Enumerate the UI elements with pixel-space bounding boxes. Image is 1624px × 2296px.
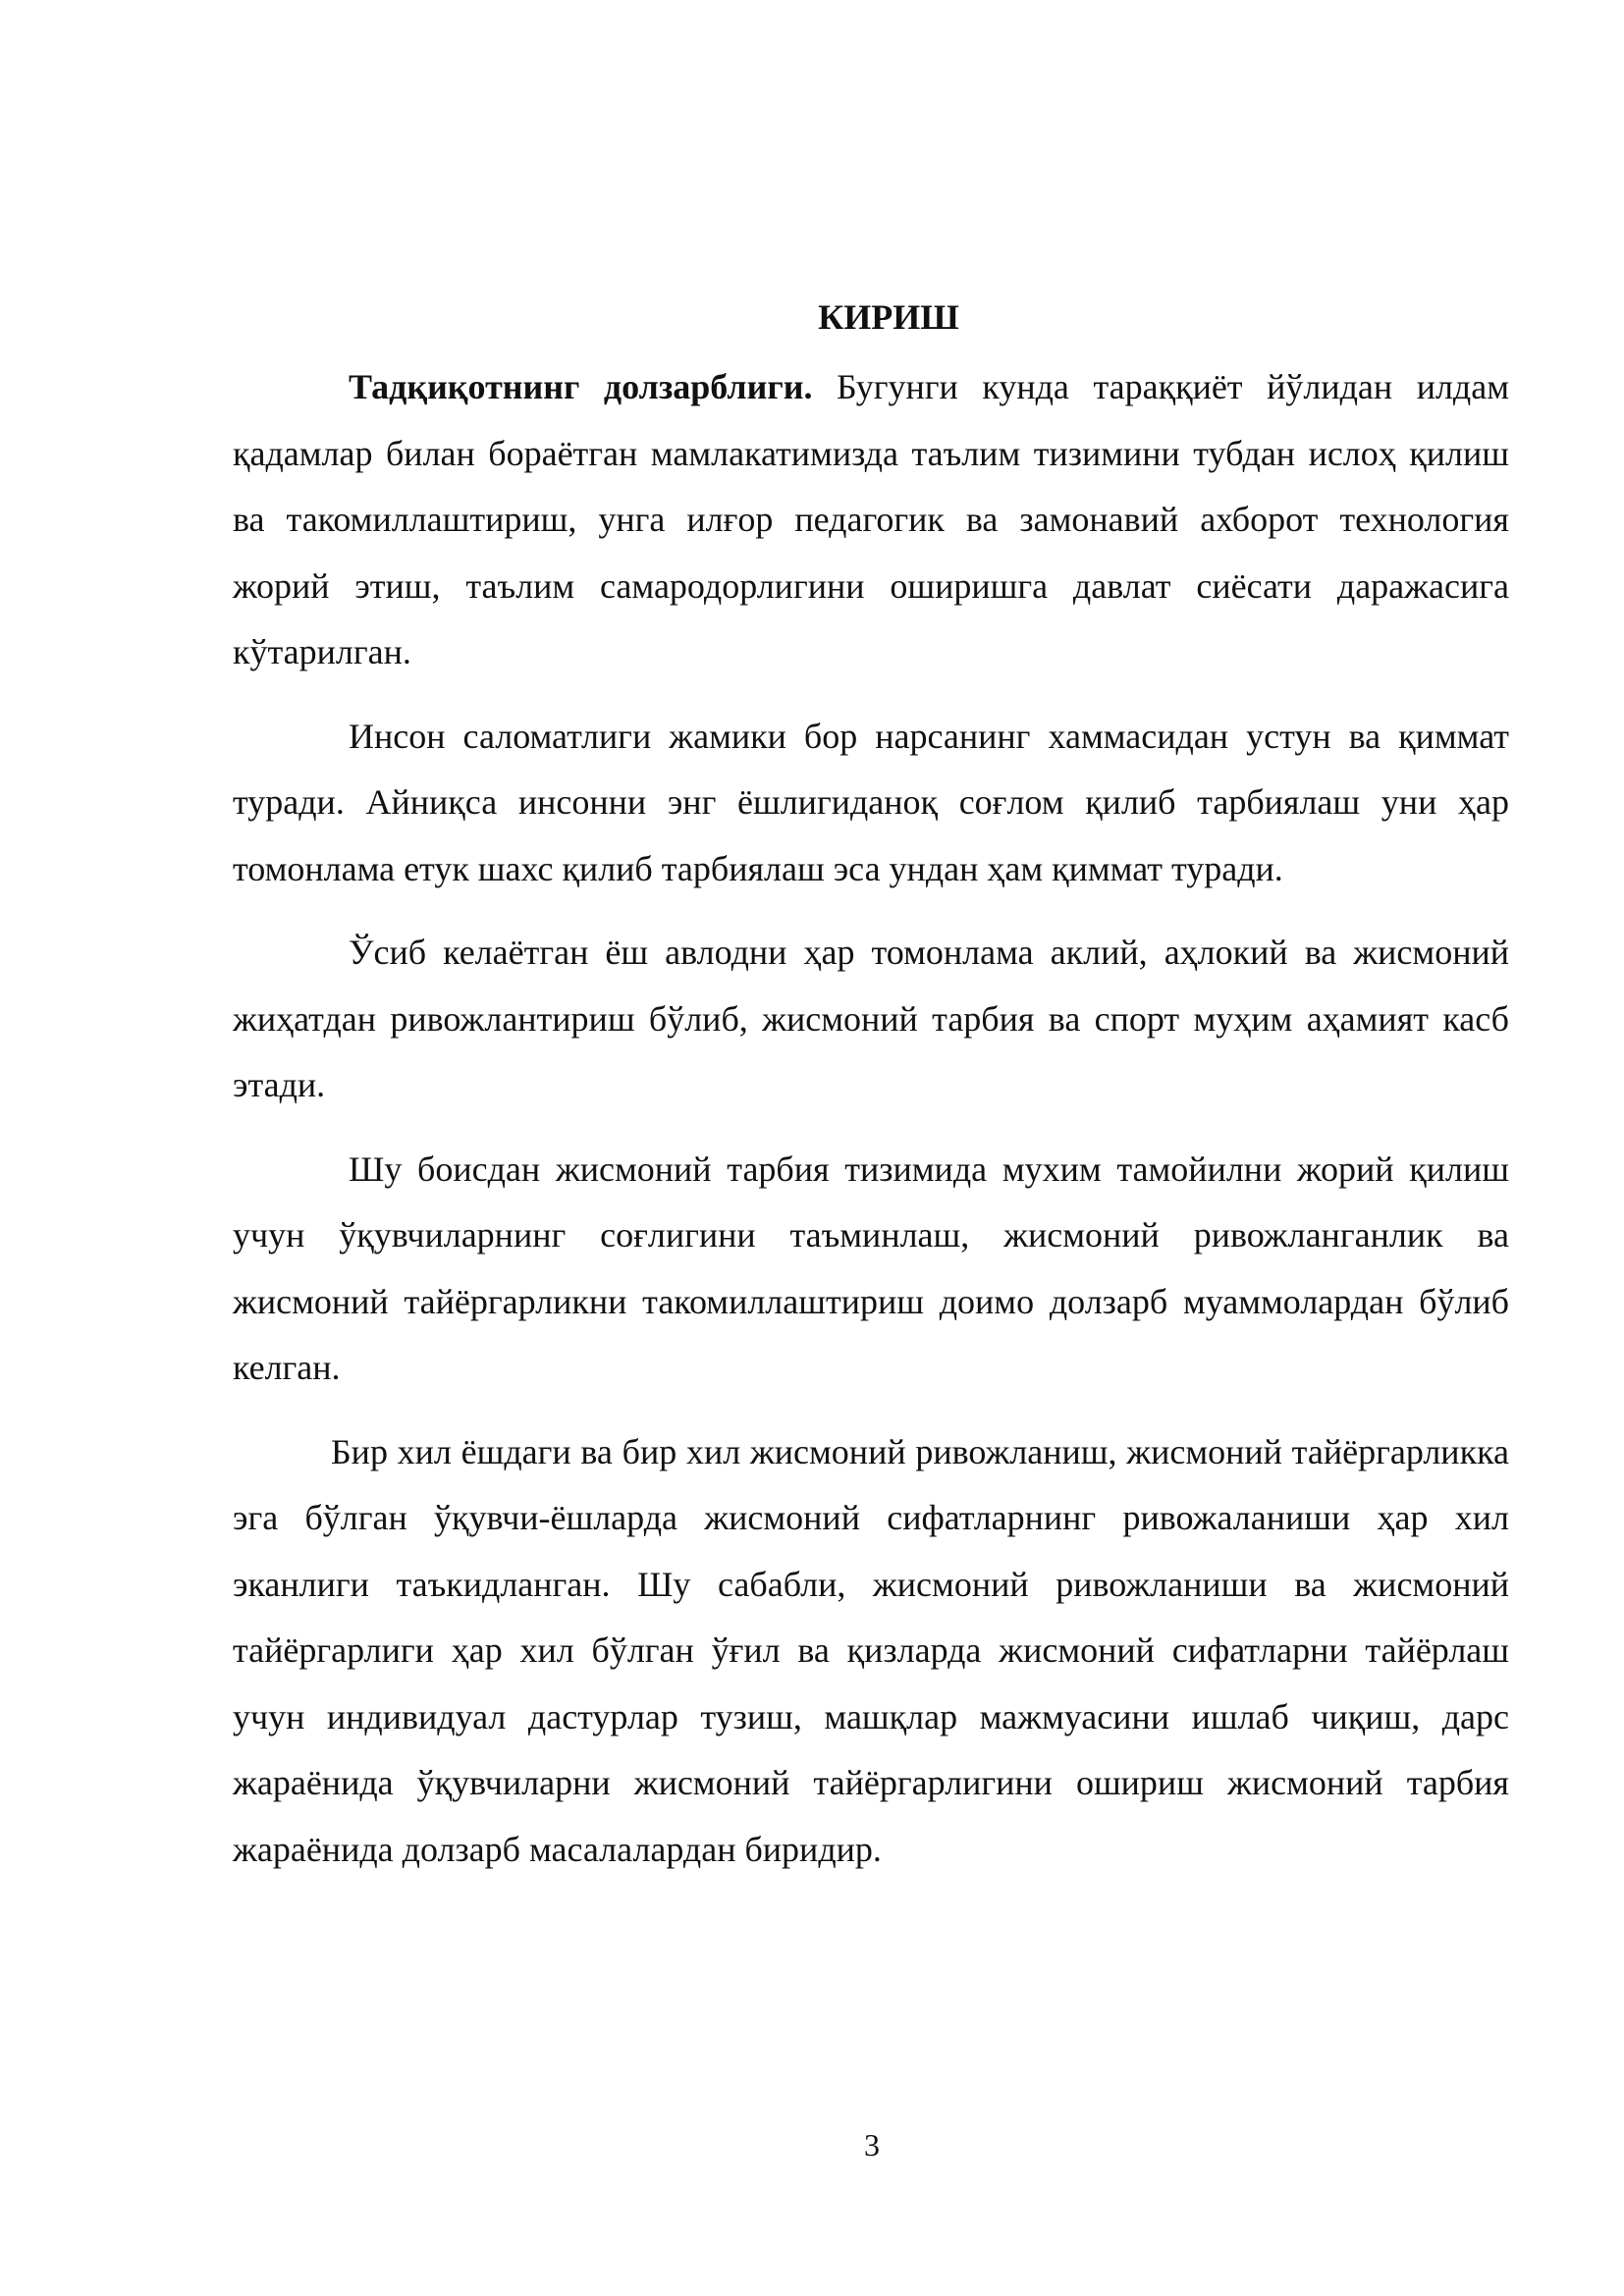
page-content: [233, 288, 1509, 1883]
paragraph-relevance: [233, 354, 1509, 686]
paragraph-youth: Ўсиб келаётган ёш авлодни ҳар томонлама аклий, аҳлокий ва жисмоний жиҳатдан ривожлантириш бўлиб, жисмоний тарбия ва спорт муҳим аҳамият касб этади.: [233, 933, 1509, 1104]
paragraph-lead: Тадқиқотнинг долзарблиги.: [349, 367, 813, 406]
section-heading: КИРИШ: [818, 297, 959, 337]
paragraph-text: Бугунги кунда тараққиёт йўлидан илдам қадамлар билан бораётган мамлакатимизда таълим тизимини тубдан ислоҳ қилиш ва такомиллаштириш, унга илғор педагогик ва замонавий ахборот технология жорий этиш, таълим самародорлигини оширишга давлат сиёсати даражасига кўтарилган.: [233, 367, 1509, 671]
paragraph-system: Шу боисдан жисмоний тарбия тизимида мухим тамойилни жорий қилиш учун ўқувчиларнинг соғлигини таъминлаш, жисмоний ривожланганлик ва жисмоний тайёргарликни такомиллаштириш доимо долзарб муаммолардан бўлиб келган.: [233, 1148, 1509, 1387]
page-number: 3: [864, 2127, 880, 2163]
paragraph-individual: Бир хил ёшдаги ва бир хил жисмоний ривожланиш, жисмоний тайёргарликка эга бўлган ўқувчи-ёшларда жисмоний сифатларнинг ривожаланиши ҳар хил эканлиги таъкидланган. Шу сабабли, жисмоний ривожланиши ва жисмоний тайёргарлиги ҳар хил бўлган ўғил ва қизларда жисмоний сифатларни тайёрлаш учун индивидуал дастурлар тузиш, машқлар мажмуасини ишлаб чиқиш, дарс жараёнида ўқувчиларни жисмоний тайёргарлигини ошириш жисмоний тарбия жараёнида долзарб масалалардан биридир.: [233, 1431, 1509, 1869]
paragraph-health: Инсон саломатлиги жамики бор нарсанинг хаммасидан устун ва қиммат туради. Айниқса инсонни энг ёшлигиданоқ соғлом қилиб тарбиялаш уни ҳар томонлама етук шахс қилиб тарбиялаш эса ундан ҳам қиммат туради.: [233, 716, 1509, 888]
